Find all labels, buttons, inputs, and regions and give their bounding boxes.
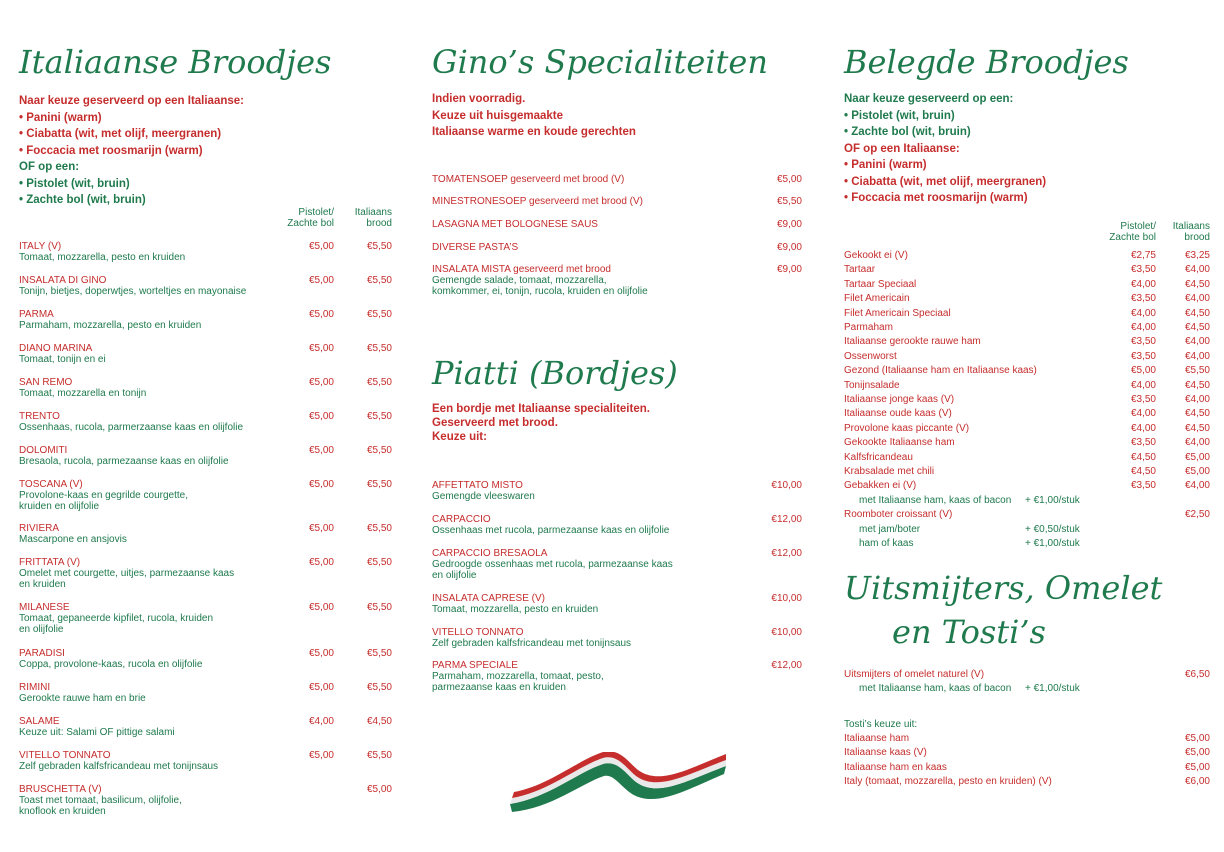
header-line: brood	[1184, 232, 1210, 243]
title-uitsmijters: Uitsmijters, Omelet	[844, 569, 1163, 607]
item-name: CARPACCIO	[432, 514, 491, 525]
item-name: DOLOMITI	[19, 445, 68, 456]
price-pistolet: €3,50	[1130, 437, 1156, 449]
item-description: Keuze uit: Salami OF pittige salami	[19, 727, 175, 738]
intro-ginos-specialiteiten	[432, 91, 636, 141]
item-name-main: DIVERSE PASTA’S	[432, 242, 519, 253]
price-row	[844, 479, 1210, 493]
price-italiaans: €4,00	[1184, 350, 1210, 362]
menu-item	[19, 309, 259, 331]
item-description: Tomaat, mozzarella en tonijn	[19, 388, 147, 399]
price-italiaans: €4,00	[1184, 437, 1210, 449]
row-label: Italy (tomaat, mozzarella, pesto en kruiden) (V)	[844, 776, 1052, 788]
row-label: Italiaanse ham en kaas	[844, 761, 947, 773]
item-description: Mascarpone en ansjovis	[19, 534, 127, 545]
menu-item	[19, 784, 259, 817]
item-description: Tomaat, mozzarella, pesto en kruiden	[432, 604, 599, 615]
price-row	[844, 465, 1210, 479]
price-italiaans: €5,00	[1184, 747, 1210, 759]
price-pistolet: €5,00	[308, 523, 334, 534]
row-label: met jam/boter	[859, 523, 921, 535]
intro-line: Keuze uit huisgemaakte	[432, 109, 564, 122]
item-description: Provolone-kaas en gegrilde courgette,	[19, 490, 188, 501]
price-row	[844, 761, 1210, 775]
price-italiaans: €3,25	[1184, 250, 1210, 261]
row-label: Kalfsfricandeau	[844, 451, 913, 463]
row-label: Italiaanse oude kaas (V)	[844, 408, 952, 420]
price-italiaans: €4,00	[1184, 293, 1210, 305]
price-pistolet: €4,00	[1130, 379, 1156, 391]
price-italiaans: €5,50	[366, 682, 392, 693]
title-ginos-specialiteiten: Gino’s Specialiteiten	[432, 43, 768, 81]
item-name: FRITTATA (V)	[19, 557, 81, 568]
tosti-heading: Tosti’s keuze uit:	[844, 719, 918, 730]
price-pistolet: €5,00	[308, 750, 334, 761]
item-price: €9,00	[776, 242, 802, 253]
item-description: parmezaanse kaas en kruiden	[432, 682, 566, 693]
item-price: €12,00	[771, 548, 802, 559]
intro-line: Naar keuze geserveerd op een:	[844, 93, 1014, 105]
price-header-italiaans-2	[1160, 221, 1210, 243]
intro-line: • Zachte bol (wit, bruin)	[19, 194, 146, 206]
item-description: komkommer, ei, tonijn, rucola, kruiden en olijfolie	[432, 286, 648, 297]
item-name	[432, 174, 752, 185]
row-label: met Italiaanse ham, kaas of bacon	[859, 494, 1012, 506]
price-italiaans: €5,00	[1184, 733, 1210, 744]
item-price: €9,00	[776, 264, 802, 275]
price-pistolet: €4,50	[1130, 451, 1156, 463]
item-description: Tomaat, gepaneerde kipfilet, rucola, kruiden	[19, 613, 214, 624]
price-italiaans: €6,00	[1184, 776, 1210, 788]
menu-item	[432, 548, 752, 581]
intro-line: Geserveerd met brood.	[432, 417, 558, 429]
price-pistolet: €5,00	[308, 602, 334, 613]
price-row	[844, 451, 1210, 465]
price-pistolet: €2,75	[1130, 250, 1156, 261]
price-row	[844, 746, 1210, 760]
row-label: met Italiaanse ham, kaas of bacon	[859, 683, 1012, 695]
price-italiaans: €4,50	[1184, 379, 1210, 391]
menu-item	[19, 557, 259, 590]
menu-item	[19, 411, 259, 433]
intro-line: Keuze uit:	[432, 431, 487, 443]
title-belegde-broodjes: Belegde Broodjes	[844, 43, 1129, 81]
item-description: Gemengde salade, tomaat, mozzarella,	[432, 275, 607, 286]
item-description: Tomaat, tonijn en ei	[19, 354, 106, 365]
row-label: Gezond (Italiaanse ham en Italiaanse kaas)	[844, 365, 1037, 377]
intro-line: OF op een:	[19, 161, 80, 173]
price-italiaans: €5,50	[1184, 365, 1210, 377]
item-name	[432, 264, 752, 275]
price-header-italiaans	[340, 207, 392, 229]
price-italiaans: €5,50	[366, 750, 392, 761]
price-italiaans: €5,50	[366, 377, 392, 388]
price-row	[844, 321, 1210, 335]
intro-line: • Panini (warm)	[844, 159, 927, 171]
price-italiaans: €4,50	[1184, 278, 1210, 290]
price-italiaans: €5,50	[366, 557, 392, 568]
intro-line: • Ciabatta (wit, met olijf, meergranen)	[19, 128, 222, 140]
price-row	[844, 682, 1210, 696]
price-row	[844, 350, 1210, 364]
row-label: Parmaham	[844, 322, 893, 333]
item-name: RIVIERA	[19, 523, 60, 534]
menu-item	[432, 593, 752, 615]
row-label: Krabsalade met chili	[844, 466, 935, 477]
item-name-main: INSALATA MISTA	[432, 264, 511, 275]
intro-line: OF op een Italiaanse:	[844, 142, 960, 155]
price-row	[844, 436, 1210, 450]
item-description: Bresaola, rucola, parmezaanse kaas en olijfolie	[19, 456, 229, 467]
title-piatti-bordjes: Piatti (Bordjes)	[432, 354, 678, 392]
menu-item	[432, 174, 752, 185]
price-italiaans: €4,50	[1184, 408, 1210, 420]
price-italiaans: €5,50	[366, 411, 392, 422]
item-name-suffix: geserveerd met brood (V)	[507, 174, 625, 185]
title-tostis: en Tosti’s	[892, 613, 1046, 651]
price-pistolet: €4,00	[1130, 422, 1156, 434]
item-description: Zelf gebraden kalfsfricandeau met tonijnsaus	[432, 638, 632, 649]
price-row	[844, 335, 1210, 349]
price-pistolet: €3,50	[1130, 394, 1156, 405]
price-row	[844, 407, 1210, 421]
price-italiaans: €5,00	[1184, 761, 1210, 773]
price-row	[844, 523, 1210, 537]
intro-line: Italiaanse warme en koude gerechten	[432, 126, 636, 138]
price-pistolet: €5,00	[308, 275, 334, 286]
item-name	[432, 242, 752, 253]
item-description: kruiden en olijfolie	[19, 501, 100, 512]
menu-item	[19, 750, 259, 772]
row-extra: + €1,00/stuk	[1025, 683, 1080, 695]
price-row	[844, 249, 1210, 263]
intro-line: Indien voorradig.	[432, 93, 526, 105]
item-description: Tonijn, bietjes, doperwtjes, worteltjes en mayonaise	[19, 286, 247, 297]
price-italiaans: €5,50	[366, 445, 392, 456]
price-row	[844, 668, 1210, 682]
row-label: Ossenworst	[844, 350, 897, 362]
price-pistolet: €4,50	[1130, 466, 1156, 477]
row-label: ham of kaas	[859, 538, 914, 549]
price-italiaans: €2,50	[1184, 509, 1210, 521]
item-description: Tomaat, mozzarella, pesto en kruiden	[19, 252, 186, 263]
item-price: €9,00	[776, 219, 802, 230]
menu-item	[19, 275, 259, 297]
price-pistolet: €5,00	[308, 241, 334, 252]
header-line: Zachte bol	[287, 218, 334, 229]
menu-item	[19, 377, 259, 399]
menu-item	[19, 716, 259, 738]
price-pistolet: €5,00	[308, 445, 334, 456]
row-label: Italiaanse kaas (V)	[844, 747, 927, 759]
intro-line: • Foccacia met roosmarijn (warm)	[19, 144, 203, 157]
price-row	[844, 379, 1210, 393]
price-pistolet: €5,00	[308, 557, 334, 568]
item-name-main: LASAGNA MET BOLOGNESE SAUS	[432, 219, 598, 230]
item-name-suffix: geserveerd met brood (V)	[526, 196, 643, 207]
item-description: en olijfolie	[432, 570, 477, 581]
price-italiaans: €5,00	[1184, 466, 1210, 477]
header-line: Pistolet/	[1120, 221, 1156, 232]
intro-line: Een bordje met Italiaanse specialiteiten.	[432, 403, 650, 415]
price-header-pistolet	[268, 207, 334, 229]
price-pistolet: €4,00	[1130, 278, 1156, 290]
price-pistolet: €5,00	[1130, 365, 1156, 377]
item-name: PARMA SPECIALE	[432, 660, 518, 671]
price-pistolet: €3,50	[1130, 480, 1156, 492]
row-label: Italiaanse ham	[844, 733, 910, 744]
item-name: TRENTO	[19, 411, 60, 422]
item-name	[432, 219, 752, 230]
price-italiaans: €5,50	[366, 241, 392, 252]
row-label: Tartaar Speciaal	[844, 278, 917, 290]
item-price: €5,00	[776, 174, 802, 185]
price-pistolet: €5,00	[308, 411, 334, 422]
price-pistolet: €4,00	[1130, 322, 1156, 333]
item-name: SALAME	[19, 716, 60, 727]
menu-item	[432, 264, 752, 297]
item-description: Toast met tomaat, basilicum, olijfolie,	[19, 795, 182, 806]
price-pistolet: €5,00	[308, 309, 334, 320]
row-label: Gekookte Italiaanse ham	[844, 437, 955, 449]
italian-flag-ribbon-icon	[508, 752, 728, 814]
intro-italiaanse-broodjes	[19, 93, 244, 209]
price-pistolet: €5,00	[308, 343, 334, 354]
item-price: €12,00	[771, 660, 802, 671]
header-line: Italiaans	[354, 207, 392, 218]
price-row	[844, 508, 1210, 522]
price-pistolet: €3,50	[1130, 293, 1156, 305]
price-pistolet: €5,00	[308, 377, 334, 388]
row-label: Italiaanse gerookte rauwe ham	[844, 336, 981, 348]
menu-item	[432, 219, 752, 230]
header-line: brood	[366, 218, 392, 229]
item-name-suffix: geserveerd met brood	[510, 264, 611, 275]
item-description: Zelf gebraden kalfsfricandeau met tonijnsaus	[19, 761, 219, 772]
price-row	[844, 775, 1210, 789]
item-name: ITALY (V)	[19, 241, 62, 252]
price-row	[844, 278, 1210, 292]
item-name: DIANO MARINA	[19, 343, 93, 354]
price-italiaans: €4,50	[1184, 322, 1210, 333]
price-row	[844, 732, 1210, 746]
row-extra: + €1,00/stuk	[1025, 494, 1080, 506]
menu-item	[19, 241, 259, 263]
price-italiaans: €6,50	[1184, 669, 1210, 680]
row-label: Provolone kaas piccante (V)	[844, 422, 970, 434]
item-description: Omelet met courgette, uitjes, parmezaanse kaas	[19, 568, 235, 579]
menu-item	[432, 196, 752, 207]
price-row	[844, 494, 1210, 508]
menu-item	[432, 480, 752, 502]
menu-item	[19, 445, 259, 467]
item-price: €12,00	[771, 514, 802, 525]
item-price: €10,00	[771, 593, 802, 604]
item-name: INSALATA CAPRESE (V)	[432, 593, 545, 604]
row-label: Gebakken ei (V)	[844, 480, 917, 492]
row-label: Roomboter croissant (V)	[844, 509, 953, 521]
row-label: Tartaar	[844, 264, 876, 276]
item-description: en kruiden	[19, 579, 66, 590]
row-label: Gekookt ei (V)	[844, 250, 908, 261]
row-label: Filet Americain Speciaal	[844, 307, 951, 319]
item-name: PARADISI	[19, 648, 65, 659]
item-name	[432, 196, 752, 207]
item-name-main: MINESTRONESOEP	[432, 196, 527, 207]
row-label: Filet Americain	[844, 293, 910, 305]
price-italiaans: €4,00	[1184, 394, 1210, 405]
intro-line: Naar keuze geserveerd op een Italiaanse:	[19, 95, 244, 107]
header-line: Zachte bol	[1109, 232, 1156, 243]
item-description: Coppa, provolone-kaas, rucola en olijfolie	[19, 659, 203, 670]
row-label: Italiaanse jonge kaas (V)	[844, 394, 955, 405]
item-name: VITELLO TONNATO	[432, 627, 524, 638]
price-row	[844, 292, 1210, 306]
item-name: CARPACCIO BRESAOLA	[432, 548, 548, 559]
price-italiaans: €5,50	[366, 602, 392, 613]
price-row	[844, 422, 1210, 436]
item-name: TOSCANA (V)	[19, 479, 83, 490]
price-italiaans: €4,00	[1184, 264, 1210, 276]
price-italiaans: €5,00	[1184, 451, 1210, 463]
price-pistolet: €3,50	[1130, 264, 1156, 276]
row-extra: + €1,00/stuk	[1025, 538, 1080, 549]
intro-line: • Zachte bol (wit, bruin)	[844, 126, 971, 138]
price-italiaans: €4,50	[1184, 422, 1210, 434]
price-italiaans: €5,50	[366, 523, 392, 534]
item-name: SAN REMO	[19, 377, 73, 388]
item-price: €10,00	[771, 480, 802, 491]
price-pistolet: €4,00	[308, 716, 334, 727]
price-italiaans: €5,50	[366, 648, 392, 659]
menu-item	[432, 514, 752, 536]
item-description: Gedroogde ossenhaas met rucola, parmezaanse kaas	[432, 559, 673, 570]
header-line: Pistolet/	[298, 207, 334, 218]
row-label: Tonijnsalade	[844, 379, 900, 391]
intro-line: • Panini (warm)	[19, 111, 102, 124]
item-name: RIMINI	[19, 682, 51, 693]
price-pistolet: €4,00	[1130, 307, 1156, 319]
intro-line: • Pistolet (wit, bruin)	[844, 109, 955, 122]
price-pistolet: €5,00	[308, 648, 334, 659]
price-pistolet: €3,50	[1130, 350, 1156, 362]
row-label: Uitsmijters of omelet naturel (V)	[844, 669, 985, 680]
item-description: Gemengde vleeswaren	[432, 491, 535, 502]
menu-item	[19, 648, 259, 670]
item-description: en olijfolie	[19, 624, 64, 635]
item-description: knoflook en kruiden	[19, 806, 106, 817]
item-price: €5,50	[776, 196, 802, 207]
price-italiaans: €5,50	[366, 309, 392, 320]
item-name: MILANESE	[19, 602, 70, 613]
price-row	[844, 393, 1210, 407]
price-pistolet: €4,00	[1130, 408, 1156, 420]
menu-item	[19, 602, 259, 635]
item-description: Parmaham, mozzarella, tomaat, pesto,	[432, 671, 604, 682]
item-description: Ossenhaas met rucola, parmezaanse kaas en olijfolie	[432, 525, 670, 536]
price-row	[844, 537, 1210, 551]
menu-item	[432, 660, 752, 693]
price-italiaans: €4,50	[366, 716, 392, 727]
menu-item	[432, 242, 752, 253]
intro-piatti	[432, 402, 650, 444]
intro-line: • Ciabatta (wit, met olijf, meergranen)	[844, 175, 1047, 188]
item-description: Parmaham, mozzarella, pesto en kruiden	[19, 320, 202, 331]
menu-item	[19, 523, 259, 545]
price-italiaans: €5,00	[366, 784, 392, 795]
intro-line: • Foccacia met roosmarijn (warm)	[844, 192, 1028, 204]
price-italiaans: €5,50	[366, 479, 392, 490]
price-pistolet: €5,00	[308, 479, 334, 490]
title-italiaanse-broodjes: Italiaanse Broodjes	[19, 43, 332, 81]
item-name: BRUSCHETTA (V)	[19, 784, 102, 795]
price-header-pistolet-2	[1090, 221, 1156, 243]
item-name: AFFETTATO MISTO	[432, 480, 523, 491]
header-line: Italiaans	[1172, 221, 1210, 232]
item-name: INSALATA DI GINO	[19, 275, 107, 286]
menu-item	[19, 343, 259, 365]
price-row	[844, 364, 1210, 378]
price-italiaans: €4,50	[1184, 307, 1210, 319]
item-description: Ossenhaas, rucola, parmerzaanse kaas en olijfolie	[19, 422, 244, 433]
price-italiaans: €4,00	[1184, 336, 1210, 348]
row-extra: + €0,50/stuk	[1025, 523, 1080, 535]
intro-belegde-broodjes	[844, 91, 1046, 207]
price-row	[844, 263, 1210, 277]
item-description: Gerookte rauwe ham en brie	[19, 693, 146, 704]
price-italiaans: €4,00	[1184, 480, 1210, 492]
intro-line: • Pistolet (wit, bruin)	[19, 177, 130, 190]
menu-item	[19, 682, 259, 704]
price-italiaans: €5,50	[366, 275, 392, 286]
menu-item	[432, 627, 752, 649]
price-pistolet: €3,50	[1130, 336, 1156, 348]
price-row	[844, 307, 1210, 321]
menu-item	[19, 479, 259, 512]
item-name-main: TOMATENSOEP	[432, 174, 508, 185]
price-pistolet: €5,00	[308, 682, 334, 693]
price-italiaans: €5,50	[366, 343, 392, 354]
item-price: €10,00	[771, 627, 802, 638]
item-name: PARMA	[19, 309, 54, 320]
item-name: VITELLO TONNATO	[19, 750, 111, 761]
